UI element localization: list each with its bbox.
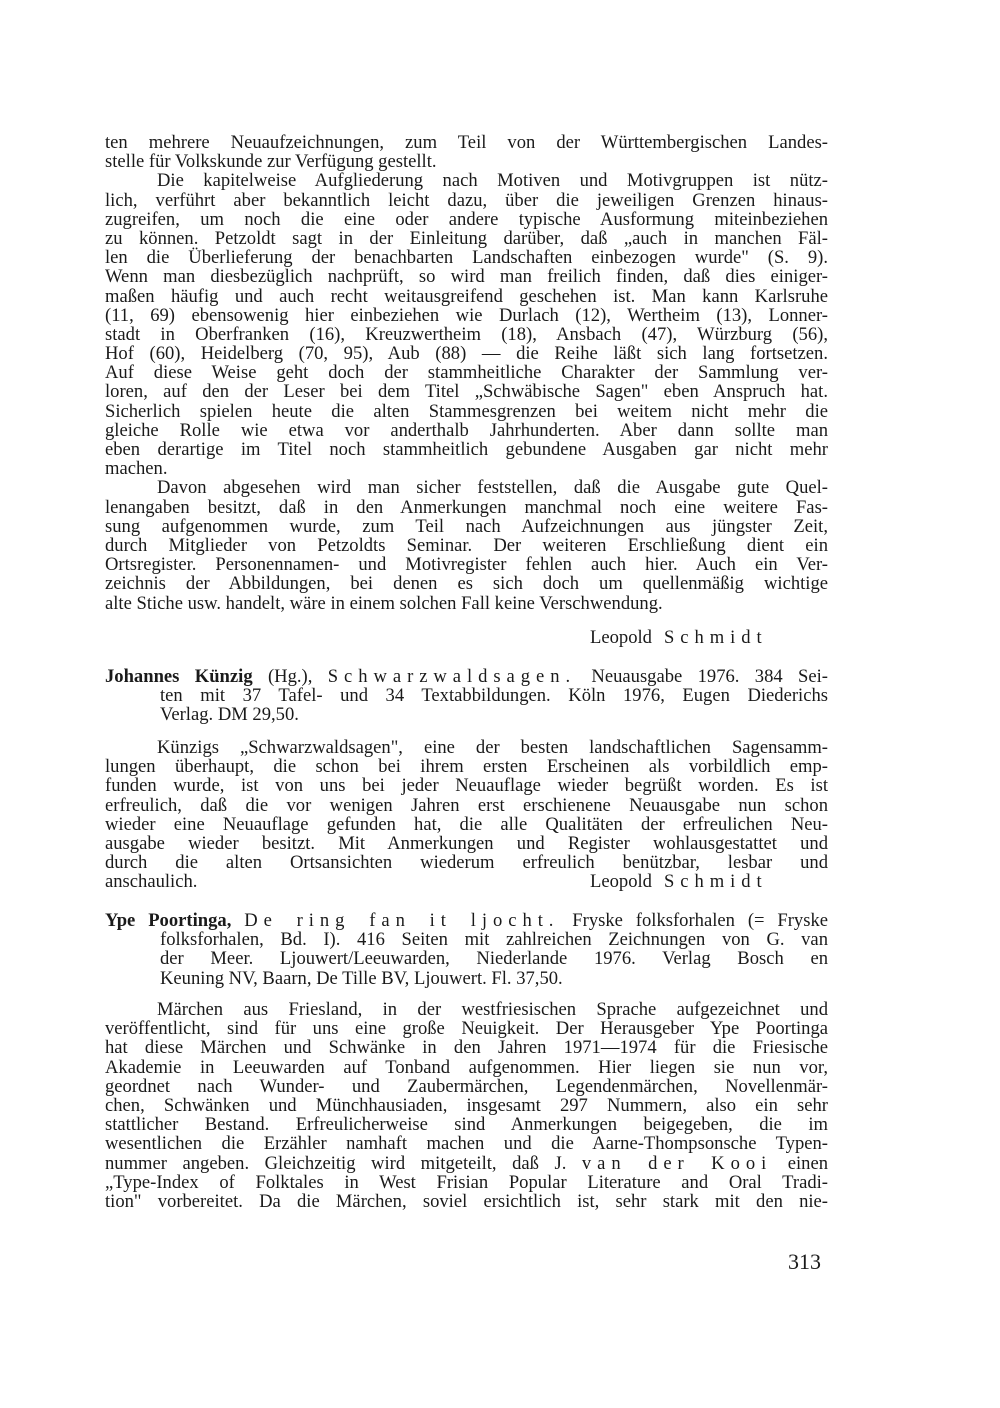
text-line	[105, 171, 828, 190]
text-segment: Neuausgabe 1976. 384 Sei-	[576, 666, 829, 687]
text-segment: eben derartige im Titel noch stammheitlich gebundene Ausgaben gar nicht mehr	[105, 439, 828, 460]
text-line	[105, 776, 828, 795]
text-segment: erfreulich, daß die vor wenigen Jahren erst erschienene Neuausgabe nun schon	[105, 794, 828, 816]
reviewer-first-name: Leopold	[590, 871, 652, 892]
text-line	[105, 1115, 828, 1134]
text-segment: durch Mitglieder von Petzoldts Seminar. Der weiteren Erschließung dient ein	[105, 534, 828, 556]
reviewer-last-name: Schmidt	[663, 627, 768, 648]
text-segment: geordnet nach Wunder- und Zaubermärchen, Legendenmärchen, Novellenmär-	[105, 1075, 828, 1097]
text-line	[105, 440, 828, 459]
text-segment: „Type-Index of Folktales in West Frisian Popular Literature and Oral Tradi-	[105, 1171, 828, 1193]
text-line	[105, 402, 828, 421]
text-line	[105, 229, 828, 248]
text-line	[105, 287, 828, 306]
text-line	[105, 574, 828, 593]
page-number: 313	[788, 1249, 821, 1274]
text-segment: stadt in Oberfranken (16), Kreuzwertheim (18), Ansbach (47), Würzburg (56),	[105, 323, 828, 345]
text-segment: Künzigs „Schwarzwaldsagen", eine der besten landschaftlichen Sagensamm-	[157, 737, 828, 758]
text-segment: einen	[772, 1152, 828, 1174]
text-line	[105, 1000, 828, 1019]
text-line	[105, 210, 828, 229]
text-segment: chen, Schwänken und Münchhausiaden, insgesamt 297 Nummern, also ein sehr	[105, 1094, 828, 1116]
text-segment: ausgabe wieder besitzt. Mit Anmerkungen und Register wohlausgestattet und	[105, 832, 828, 854]
review-kuenzig-body	[105, 738, 828, 892]
text-line	[105, 1134, 828, 1153]
reviewer-signature	[590, 628, 768, 647]
text-segment: Sicherlich spielen heute die alten Stammesgrenzen bei weitem nicht mehr die	[105, 400, 828, 422]
text-segment: Ortsregister. Personennamen- und Motivregister fehlen auch hier. Auch ein Ver-	[105, 554, 828, 576]
text-line	[105, 705, 828, 724]
text-segment: stattlicher Bestand. Erfreulicherweise sind Anmerkungen beigegeben, die im	[105, 1114, 828, 1136]
text-segment: zu können. Petzoldt sagt in der Einleitung darüber, daß „auch in manchen Fäl-	[105, 227, 828, 249]
text-segment: (11, 69) ebensowenig hier einbeziehen wie Durlach (12), Wertheim (13), Lonner-	[105, 304, 828, 326]
text-line	[105, 1019, 828, 1038]
text-line	[105, 594, 828, 613]
text-line	[105, 911, 828, 930]
text-segment: Wenn man diesbezüglich nachprüft, so wird man freilich finden, daß dies einiger-	[105, 266, 828, 288]
text-line	[105, 421, 828, 440]
text-segment: veröffentlicht, sind für uns eine große Neuigkeit. Der Herausgeber Ype Poortinga	[105, 1018, 828, 1040]
spaced-title: van der Kooi	[581, 1152, 773, 1174]
text-segment: lungen überhaupt, die schon bei ihrem ersten Erscheinen als vorbildlich emp-	[105, 756, 828, 778]
text-segment: Keuning NV, Baarn, De Tille BV, Ljouwert. Fl. 37,50.	[160, 967, 563, 989]
text-segment: Davon abgesehen wird man sicher feststellen, daß die Ausgabe gute Quel-	[157, 477, 828, 499]
review-kuenzig-header	[105, 667, 828, 725]
text-segment: Hof (60), Heidelberg (70, 95), Aub (88) — die Reihe läßt sich lang fortsetzen.	[105, 343, 828, 365]
text-line	[105, 152, 828, 171]
text-line	[105, 344, 828, 363]
text-line	[105, 834, 828, 853]
text-line	[105, 1077, 828, 1096]
text-segment: maßen häufig und auch recht weitausgreifend geschehen ist. Man kann Karlsruhe	[105, 285, 828, 307]
text-segment: durch die alten Ortsansichten wiederum erfreulich benützbar, lesbar und	[105, 852, 828, 874]
text-segment: Akademie in Leeuwarden auf Tonband aufgenommen. Hier liegen sie nun vor,	[105, 1056, 828, 1078]
spaced-title: De ring fan it ljocht.	[244, 910, 560, 931]
text-segment: stelle für Volkskunde zur Verfügung gestellt.	[105, 151, 437, 173]
author-name: Ype Poortinga,	[105, 910, 232, 931]
text-line	[105, 363, 828, 382]
review-continuation-text	[105, 133, 828, 613]
text-segment: loren, auf den der Leser bei dem Titel „Schwäbische Sagen" eben Anspruch hat.	[105, 381, 828, 403]
text-line	[105, 1096, 828, 1115]
text-segment: ten mit 37 Tafel- und 34 Textabbildungen. Köln 1976, Eugen Diederichs	[160, 685, 828, 707]
review-poortinga-body	[105, 1000, 828, 1211]
text-line	[105, 536, 828, 555]
text-segment: (Hg.),	[252, 666, 328, 687]
text-line	[105, 1038, 828, 1057]
text-segment: Auf diese Weise geht doch der stammheitliche Charakter der Sammlung ver-	[105, 362, 828, 384]
text-segment: ten mehrere Neuaufzeichnungen, zum Teil von der Württembergischen Landes-	[105, 132, 828, 153]
text-segment: len die Überlieferung der benachbarten Landschaften einbezogen wurde" (S. 9).	[105, 247, 828, 269]
text-segment: zeichnis der Abbildungen, bei denen es sich doch um quellenmäßig wichtige	[105, 573, 828, 595]
text-segment: funden wurde, ist von uns bei jeder Neuauflage wieder begrüßt worden. Es ist	[105, 775, 828, 797]
text-segment: anschaulich.	[105, 871, 198, 893]
text-line	[105, 478, 828, 497]
text-segment: Fryske folksforhalen (= Fryske	[559, 910, 828, 931]
text-segment: hat diese Märchen und Schwänke in den Jahren 1971—1974 für die Friesische	[105, 1037, 828, 1059]
text-line	[105, 1173, 828, 1192]
text-segment	[231, 910, 244, 931]
text-segment: nummer angeben. Gleichzeitig wird mitgeteilt, daß J.	[105, 1152, 582, 1174]
text-line	[105, 517, 828, 536]
text-line	[105, 686, 828, 705]
reviewer-last-name: Schmidt	[663, 871, 768, 892]
text-line	[105, 382, 828, 401]
text-line	[105, 267, 828, 286]
text-line	[105, 930, 828, 949]
reviewer-first-name: Leopold	[590, 627, 652, 648]
reviewer-signature	[590, 872, 768, 891]
text-line	[105, 815, 828, 834]
text-line	[105, 191, 828, 210]
text-segment: Märchen aus Friesland, in der westfriesischen Sprache aufgezeichnet und	[157, 999, 828, 1020]
text-line	[105, 248, 828, 267]
text-segment: Die kapitelweise Aufgliederung nach Motiven und Motivgruppen ist nütz-	[157, 170, 828, 192]
text-line	[105, 738, 828, 757]
text-segment: folksforhalen, Bd. I). 416 Seiten mit zahlreichen Zeichnungen von G. van	[160, 929, 828, 951]
text-line	[105, 306, 828, 325]
text-line	[105, 459, 828, 478]
text-segment: Verlag. DM 29,50.	[160, 704, 299, 726]
text-line	[105, 1058, 828, 1077]
text-line	[105, 555, 828, 574]
text-line	[105, 325, 828, 344]
text-segment: tion" vorbereitet. Da die Märchen, soviel ersichtlich ist, sehr stark mit den nie-	[105, 1190, 828, 1212]
text-line	[105, 757, 828, 776]
text-segment: der Meer. Ljouwert/Leeuwarden, Niederlande 1976. Verlag Bosch en	[160, 948, 828, 970]
spaced-title: Schwarzwaldsagen.	[327, 666, 577, 687]
text-line	[105, 133, 828, 152]
text-segment: alte Stiche usw. handelt, wäre in einem solchen Fall keine Verschwendung.	[105, 592, 663, 614]
text-segment: wesentlichen die Erzähler namhaft machen und die Aarne-Thompsonsche Typen-	[105, 1133, 828, 1155]
text-segment: sung aufgenommen wurde, zum Teil nach Aufzeichnungen aus jüngster Zeit,	[105, 515, 828, 537]
review-poortinga-header	[105, 911, 828, 988]
author-name: Johannes Künzig	[105, 666, 253, 687]
text-segment: lich, verführt aber bekanntlich leicht dazu, über die jeweiligen Grenzen hinaus-	[105, 189, 828, 211]
text-line	[105, 1154, 828, 1173]
text-segment: wieder eine Neuauflage gefunden hat, die alle Qualitäten der erfreulichen Neu-	[105, 813, 828, 835]
text-line	[105, 853, 828, 872]
text-segment: zugreifen, um noch die eine oder andere typische Ausformung miteinbeziehen	[105, 208, 828, 230]
text-segment: lenangaben besitzt, daß in den Anmerkungen manchmal noch eine weitere Fas-	[105, 496, 828, 518]
text-line	[105, 949, 828, 968]
text-line	[105, 1192, 828, 1211]
text-line	[105, 796, 828, 815]
text-line	[105, 667, 828, 686]
text-segment: gleiche Rolle wie etwa vor anderthalb Jahrhunderten. Aber dann sollte man	[105, 419, 828, 441]
text-segment: machen.	[105, 458, 168, 480]
text-line	[105, 498, 828, 517]
text-line	[105, 969, 828, 988]
